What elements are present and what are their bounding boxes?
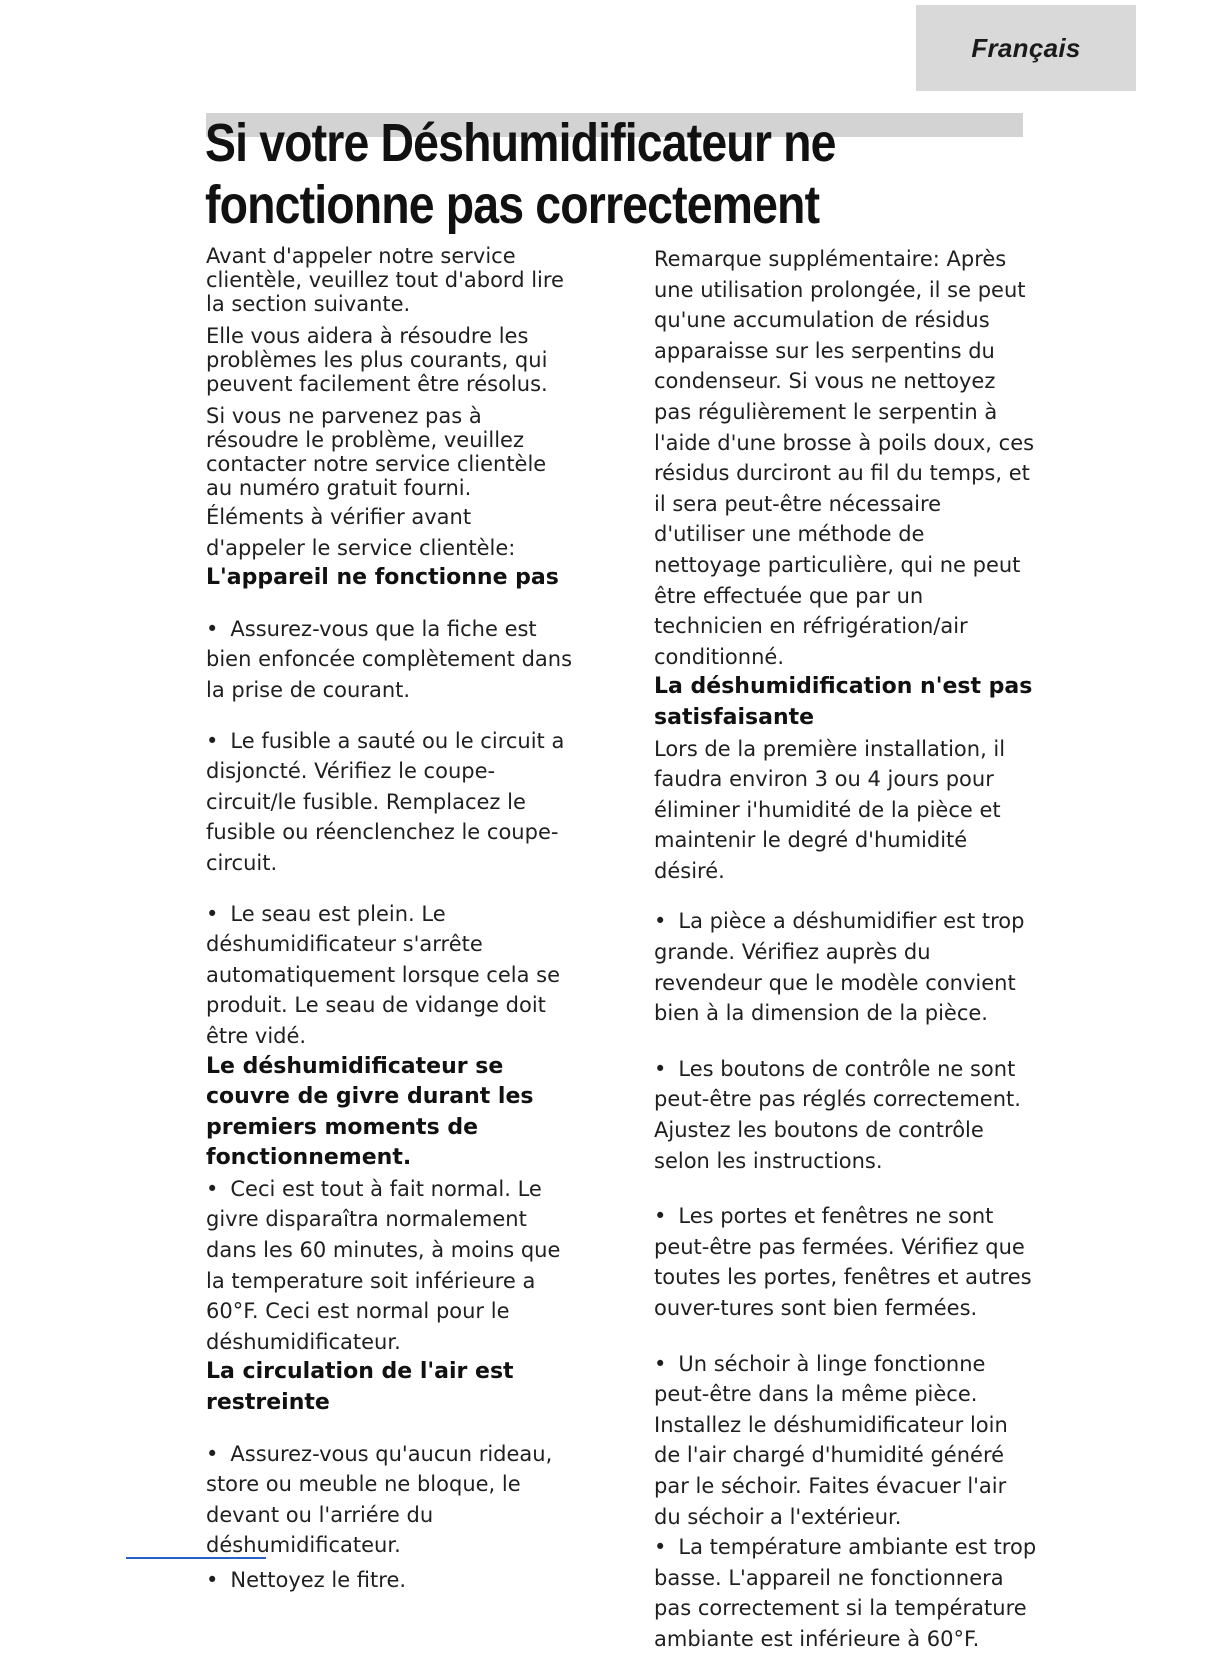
list-item: • Assurez-vous que la fiche est bien enfoncée complètement dans la prise de courant. [206, 614, 574, 706]
section-heading: La circulation de l'air est restreinte [206, 1359, 514, 1416]
footer-rule [126, 1557, 266, 1559]
right-column [654, 244, 1038, 1655]
body-paragraph: Lors de la première installation, il faudra environ 3 ou 4 jours pour éliminer i'humidité de la pièce et maintenir le degré d'humidité désiré. [654, 736, 1006, 883]
left-column [206, 244, 574, 1596]
list-item: • Un séchoir à linge fonctionne peut-être dans la même pièce. Installez le déshumidificateur loin de l'air chargé d'humidité généré par le séchoir. Faites évacuer l'air du séchoir a l'extérieur. [654, 1349, 1038, 1533]
list-item: • Ceci est tout à fait normal. Le givre disparaîtra normalement dans les 60 minutes, à moins que la temperature soit inférieure a 60°F. Ceci est normal pour le déshumidificateur. [206, 1174, 574, 1358]
list-item: • La température ambiante est trop basse. L'appareil ne fonctionnera pas correctement si la température ambiante est inférieure à 60°F. [654, 1532, 1038, 1654]
section-heading: La déshumidification n'est pas satisfaisante [654, 674, 1033, 730]
list-item: • Les portes et fenêtres ne sont peut-être pas fermées. Vérifiez que toutes les portes, fenêtres et autres ouver-tures sont bien fermées. [654, 1201, 1038, 1323]
note-paragraph: Remarque supplémentaire: Après une utilisation prolongée, il se peut qu'une accumulation de résidus apparaisse sur les serpentins du condenseur. Si vous ne nettoyez pas régulièrement le serpentin à l'aide d'une brosse à poils doux, ces résidus durciront au fil du temps, et il sera peut-être nécessaire d'utiliser une méthode de nettoyage particulière, qui ne peut être effectuée que par un technicien en réfrigération/air conditionné. [654, 247, 1035, 669]
section-heading: L'appareil ne fonctionne pas [206, 565, 559, 591]
list-item: • Les boutons de contrôle ne sont peut-être pas réglés correctement. Ajustez les boutons de contrôle selon les instructions. [654, 1054, 1038, 1176]
intro-paragraph: Éléments à vérifier avant d'appeler le service clientèle: [206, 505, 516, 560]
language-label: Français [971, 32, 1081, 63]
language-tab [916, 5, 1136, 91]
list-item: • Nettoyez le fitre. [206, 1565, 574, 1596]
list-item: • Le seau est plein. Le déshumidificateur s'arrête automatiquement lorsque cela se produit. Le seau de vidange doit être vidé. [206, 899, 574, 1052]
page-title: Si votre Déshumidificateur ne fonctionne pas correctement [205, 113, 836, 235]
list-item: • Le fusible a sauté ou le circuit a disjoncté. Vérifiez le coupe-circuit/le fusible. Remplacez le fusible ou réenclenchez le coupe-circuit. [206, 726, 574, 879]
intro-paragraph: Avant d'appeler notre service clientèle, veuillez tout d'abord lire la section suivante. [206, 244, 564, 316]
list-item: • Assurez-vous qu'aucun rideau, store ou meuble ne bloque, le devant ou l'arriére du déshumidificateur. [206, 1439, 574, 1561]
section-heading: Le déshumidificateur se couvre de givre durant les premiers moments de fonctionnement. [206, 1053, 534, 1171]
list-item: • La pièce a déshumidifier est trop grande. Vérifiez auprès du revendeur que le modèle convient bien à la dimension de la pièce. [654, 906, 1038, 1028]
intro-paragraph: Si vous ne parvenez pas à résoudre le problème, veuillez contacter notre service clientèle au numéro gratuit fourni. [206, 404, 547, 500]
intro-paragraph: Elle vous aidera à résoudre les problèmes les plus courants, qui peuvent facilement être résolus. [206, 324, 548, 396]
